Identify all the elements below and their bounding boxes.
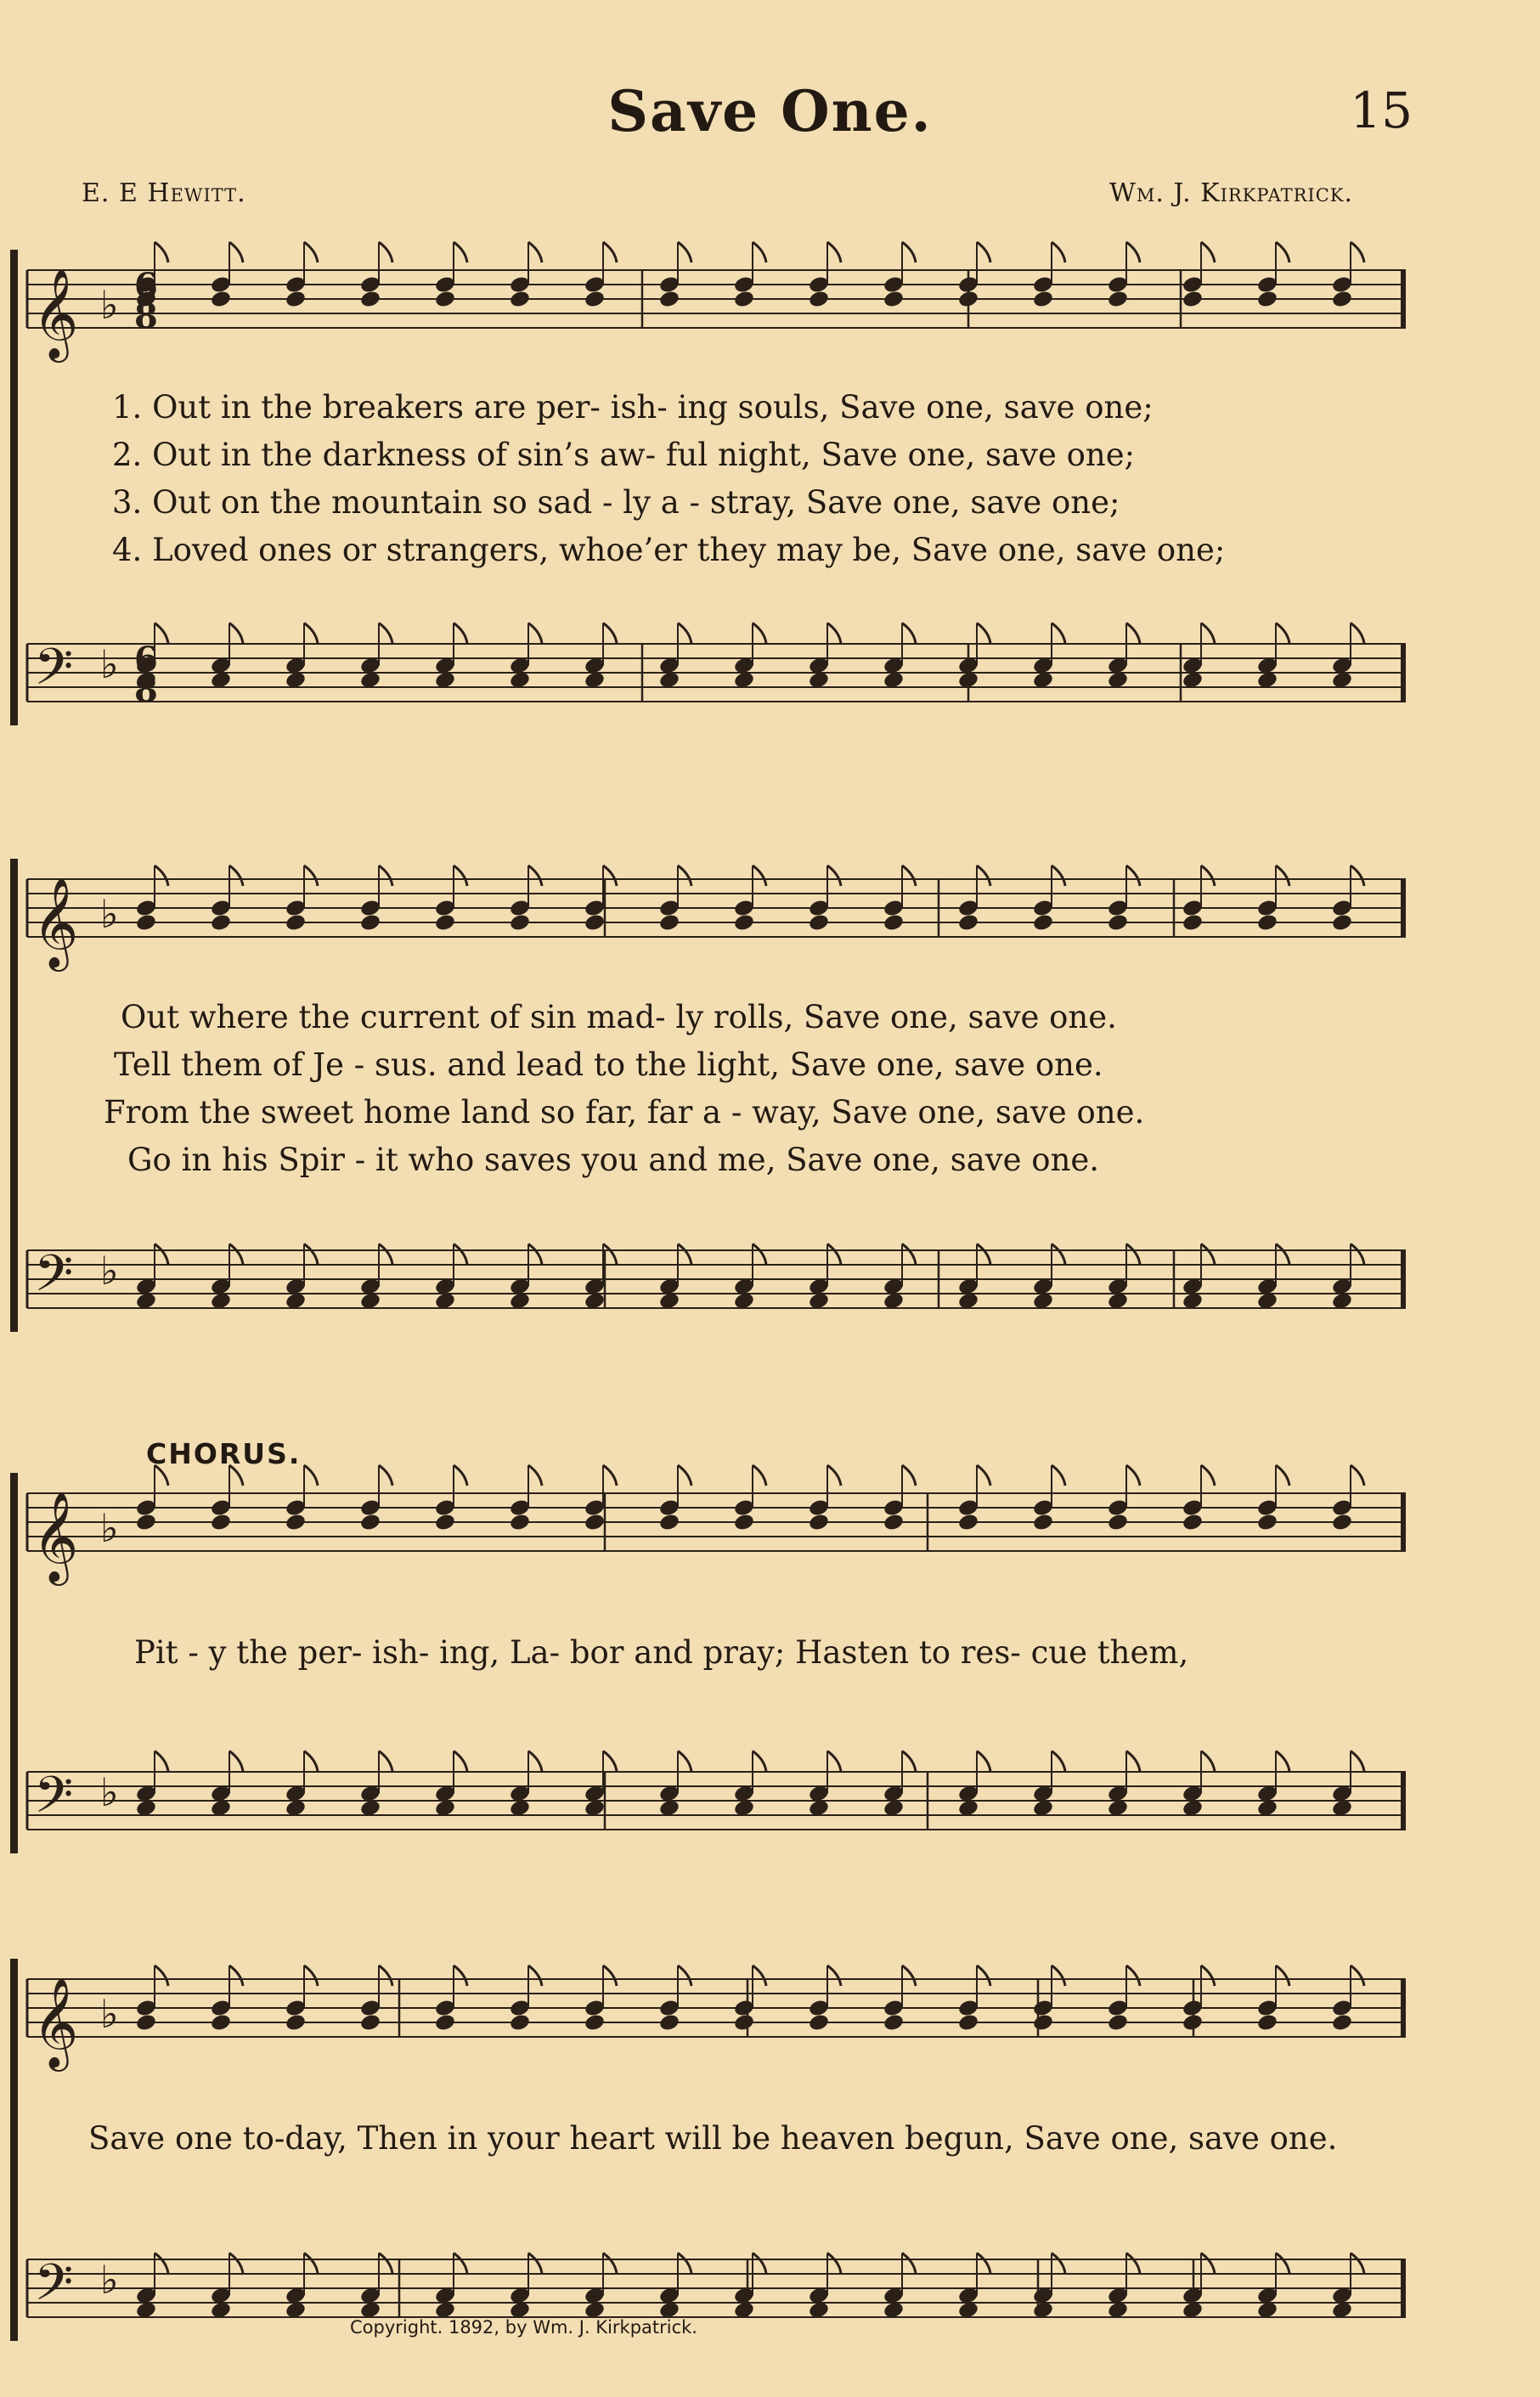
treble-clef: 𝄞 <box>32 1491 79 1582</box>
note-flag <box>229 1966 243 1986</box>
note-flag <box>1126 242 1140 262</box>
note-flag <box>1201 623 1215 644</box>
note-head <box>584 2013 606 2033</box>
note-flag <box>827 242 841 262</box>
time-signature-bottom: 8 <box>134 670 158 710</box>
note-flag <box>603 1966 617 1986</box>
note-flag <box>304 1465 318 1486</box>
note-flag <box>1201 1966 1215 1986</box>
note-head <box>285 1513 307 1532</box>
system-bracket <box>10 859 18 1332</box>
note-head <box>1331 1513 1353 1532</box>
note-head <box>359 290 381 309</box>
note-head <box>808 913 830 933</box>
note-flag <box>528 1465 542 1486</box>
note-head <box>359 913 381 933</box>
note-head <box>509 290 531 309</box>
note-head <box>1182 290 1204 309</box>
note-flag <box>1276 2253 1289 2274</box>
note-flag <box>229 242 243 262</box>
note-head <box>359 1513 381 1532</box>
note-flag <box>753 623 766 644</box>
final-barline <box>1401 2259 1406 2317</box>
note-flag <box>753 1751 766 1772</box>
note-flag <box>603 1751 617 1772</box>
treble-clef: 𝄞 <box>32 1977 79 2067</box>
note-head <box>210 290 232 309</box>
note-head <box>509 913 531 933</box>
note-head <box>808 290 830 309</box>
note-flag <box>1126 1465 1140 1486</box>
note-flag <box>1201 2253 1215 2274</box>
note-head <box>1107 2013 1129 2033</box>
note-flag <box>1351 1465 1364 1486</box>
note-head <box>584 1513 606 1532</box>
page-number: 15 <box>1350 82 1413 139</box>
flat-key-signature: ♭ <box>100 1991 119 2037</box>
note-head <box>1107 1513 1129 1532</box>
note-flag <box>229 1751 243 1772</box>
note-flag <box>678 1465 691 1486</box>
note-head <box>135 1513 157 1532</box>
note-flag <box>379 242 392 262</box>
note-flag <box>528 1966 542 1986</box>
note-flag <box>528 1751 542 1772</box>
flat-key-signature: ♭ <box>100 1248 119 1294</box>
note-flag <box>1052 866 1065 886</box>
note-flag <box>1351 1244 1364 1265</box>
note-head <box>1256 290 1278 309</box>
note-flag <box>229 2253 243 2274</box>
note-flag <box>1276 866 1289 886</box>
note-flag <box>528 1244 542 1265</box>
note-flag <box>902 866 916 886</box>
note-head <box>1107 913 1129 933</box>
flat-key-signature: ♭ <box>100 641 119 687</box>
note-flag <box>1276 1465 1289 1486</box>
note-flag <box>304 1751 318 1772</box>
note-flag <box>977 1465 990 1486</box>
note-flag <box>1351 623 1364 644</box>
bass-clef: 𝄢 <box>34 637 74 708</box>
note-flag <box>977 1244 990 1265</box>
note-head <box>210 2013 232 2033</box>
note-flag <box>379 2253 392 2274</box>
note-flag <box>304 1244 318 1265</box>
note-flag <box>304 2253 318 2274</box>
note-head <box>733 913 755 933</box>
note-flag <box>753 2253 766 2274</box>
chorus-line-1: Pit - y the per- ish- ing, La- bor and pray; Hasten to res- cue them, <box>134 1634 1189 1671</box>
note-flag <box>454 1465 467 1486</box>
note-head <box>509 1513 531 1532</box>
note-flag <box>603 2253 617 2274</box>
note-flag <box>753 866 766 886</box>
note-flag <box>1276 242 1289 262</box>
note-flag <box>753 1465 766 1486</box>
note-head <box>135 2013 157 2033</box>
note-flag <box>1351 2253 1364 2274</box>
verse-4-line-2: Go in his Spir - it who saves you and me, Save one, save one. <box>127 1142 1100 1178</box>
note-flag <box>827 1244 841 1265</box>
note-head <box>733 290 755 309</box>
note-flag <box>454 242 467 262</box>
note-flag <box>379 1244 392 1265</box>
note-flag <box>977 866 990 886</box>
verse-1-line-1: 1. Out in the breakers are per- ish- ing souls, Save one, save one; <box>112 389 1154 426</box>
note-flag <box>678 1751 691 1772</box>
note-head <box>883 1513 905 1532</box>
treble-clef: 𝄞 <box>32 268 79 358</box>
note-flag <box>1201 1465 1215 1486</box>
note-head <box>658 2013 680 2033</box>
note-flag <box>379 1966 392 1986</box>
note-flag <box>229 1244 243 1265</box>
note-head <box>1331 2013 1353 2033</box>
note-head <box>957 913 979 933</box>
note-head <box>957 2013 979 2033</box>
note-flag <box>678 2253 691 2274</box>
note-head <box>1032 2013 1054 2033</box>
verse-2-line-1: 2. Out in the darkness of sin’s aw- ful night, Save one, save one; <box>112 437 1136 473</box>
note-flag <box>977 2253 990 2274</box>
verse-3-line-2: From the sweet home land so far, far a - way, Save one, save one. <box>104 1094 1145 1131</box>
time-signature-top: 6 <box>134 266 158 306</box>
time-signature-bottom: 8 <box>134 296 158 336</box>
note-head <box>434 1513 456 1532</box>
verse-1-line-2: Out where the current of sin mad- ly rolls, Save one, save one. <box>121 999 1117 1035</box>
final-barline <box>1401 1979 1406 2037</box>
verse-4-line-1: 4. Loved ones or strangers, whoe’er they may be, Save one, save one; <box>112 532 1226 568</box>
note-head <box>509 2013 531 2033</box>
note-flag <box>902 1966 916 1986</box>
note-head <box>1331 913 1353 933</box>
note-flag <box>1052 242 1065 262</box>
note-flag <box>454 866 467 886</box>
note-flag <box>827 2253 841 2274</box>
note-flag <box>1126 1751 1140 1772</box>
note-flag <box>902 1244 916 1265</box>
note-flag <box>528 866 542 886</box>
note-head <box>584 290 606 309</box>
note-head <box>957 290 979 309</box>
note-head <box>808 2013 830 2033</box>
chorus-line-2: Save one to-day, Then in your heart will be heaven begun, Save one, save one. <box>88 2120 1338 2157</box>
note-head <box>1182 913 1204 933</box>
note-flag <box>155 1966 168 1986</box>
note-flag <box>528 623 542 644</box>
note-flag <box>1126 1966 1140 1986</box>
note-head <box>1182 1513 1204 1532</box>
note-head <box>1331 290 1353 309</box>
flat-key-signature: ♭ <box>100 2257 119 2303</box>
note-flag <box>1351 1966 1364 1986</box>
note-flag <box>454 623 467 644</box>
note-flag <box>827 1966 841 1986</box>
note-flag <box>1201 242 1215 262</box>
final-barline <box>1401 270 1406 328</box>
note-head <box>1182 2013 1204 2033</box>
note-flag <box>1052 623 1065 644</box>
note-head <box>1032 290 1054 309</box>
note-flag <box>1276 1751 1289 1772</box>
note-head <box>658 1513 680 1532</box>
note-head <box>658 913 680 933</box>
note-flag <box>1126 866 1140 886</box>
note-flag <box>977 242 990 262</box>
note-flag <box>454 1751 467 1772</box>
final-barline <box>1401 1250 1406 1308</box>
note-flag <box>1052 1751 1065 1772</box>
note-flag <box>155 866 168 886</box>
note-flag <box>1351 866 1364 886</box>
note-head <box>883 2013 905 2033</box>
note-flag <box>827 866 841 886</box>
note-head <box>285 290 307 309</box>
note-flag <box>155 242 168 262</box>
note-flag <box>379 866 392 886</box>
time-signature-top: 6 <box>134 640 158 680</box>
treble-clef: 𝄞 <box>32 877 79 967</box>
note-head <box>434 290 456 309</box>
note-flag <box>1052 1465 1065 1486</box>
note-flag <box>678 1244 691 1265</box>
note-head <box>883 913 905 933</box>
copyright-notice: Copyright. 1892, by Wm. J. Kirkpatrick. <box>350 2317 697 2338</box>
note-flag <box>454 2253 467 2274</box>
note-flag <box>379 1465 392 1486</box>
note-head <box>733 2013 755 2033</box>
note-flag <box>603 623 617 644</box>
system-bracket <box>10 1959 18 2341</box>
note-flag <box>304 623 318 644</box>
system-bracket <box>10 250 18 725</box>
note-flag <box>753 1966 766 1986</box>
final-barline <box>1401 644 1406 702</box>
note-head <box>1032 913 1054 933</box>
note-head <box>1107 290 1129 309</box>
note-head <box>359 2013 381 2033</box>
note-head <box>210 913 232 933</box>
note-flag <box>902 2253 916 2274</box>
note-head <box>1256 2013 1278 2033</box>
note-head <box>434 913 456 933</box>
note-flag <box>678 623 691 644</box>
note-flag <box>678 866 691 886</box>
note-head <box>1032 1513 1054 1532</box>
chorus-label: CHORUS. <box>146 1437 302 1470</box>
note-flag <box>155 1751 168 1772</box>
note-flag <box>902 623 916 644</box>
composer-credit: Wm. J. Kirkpatrick. <box>1108 178 1353 208</box>
note-flag <box>454 1244 467 1265</box>
note-flag <box>977 1966 990 1986</box>
flat-key-signature: ♭ <box>100 282 119 328</box>
note-flag <box>304 866 318 886</box>
note-flag <box>977 1751 990 1772</box>
note-flag <box>902 242 916 262</box>
note-flag <box>1201 1244 1215 1265</box>
note-head <box>434 2013 456 2033</box>
note-flag <box>1126 2253 1140 2274</box>
hymn-title: Save One. <box>607 78 933 144</box>
note-flag <box>827 1751 841 1772</box>
note-flag <box>454 1966 467 1986</box>
note-head <box>808 1513 830 1532</box>
note-head <box>733 1513 755 1532</box>
note-flag <box>753 242 766 262</box>
note-flag <box>1126 623 1140 644</box>
note-flag <box>528 242 542 262</box>
note-flag <box>603 242 617 262</box>
bass-clef: 𝄢 <box>34 1765 74 1836</box>
note-head <box>135 913 157 933</box>
note-flag <box>1201 1751 1215 1772</box>
verse-2-line-2: Tell them of Je - sus. and lead to the light, Save one, save one. <box>114 1046 1103 1083</box>
note-flag <box>977 623 990 644</box>
flat-key-signature: ♭ <box>100 1769 119 1815</box>
note-flag <box>1201 866 1215 886</box>
note-flag <box>1276 1244 1289 1265</box>
note-flag <box>379 623 392 644</box>
note-flag <box>902 1751 916 1772</box>
note-flag <box>827 623 841 644</box>
note-flag <box>304 242 318 262</box>
note-flag <box>379 1751 392 1772</box>
note-flag <box>603 1465 617 1486</box>
note-flag <box>1052 1966 1065 1986</box>
flat-key-signature: ♭ <box>100 891 119 937</box>
note-flag <box>155 1244 168 1265</box>
note-flag <box>1126 1244 1140 1265</box>
note-flag <box>1351 1751 1364 1772</box>
note-flag <box>1052 1244 1065 1265</box>
note-flag <box>528 2253 542 2274</box>
note-head <box>584 913 606 933</box>
note-head <box>285 913 307 933</box>
note-head <box>1256 913 1278 933</box>
note-flag <box>678 242 691 262</box>
note-flag <box>1052 2253 1065 2274</box>
note-flag <box>229 866 243 886</box>
note-head <box>210 1513 232 1532</box>
note-flag <box>1351 242 1364 262</box>
bass-clef: 𝄢 <box>34 2253 74 2324</box>
final-barline <box>1401 879 1406 937</box>
note-flag <box>902 1465 916 1486</box>
verse-3-line-1: 3. Out on the mountain so sad - ly a - stray, Save one, save one; <box>112 484 1120 521</box>
note-flag <box>229 623 243 644</box>
note-flag <box>155 2253 168 2274</box>
note-flag <box>1276 623 1289 644</box>
note-head <box>883 290 905 309</box>
note-flag <box>753 1244 766 1265</box>
note-flag <box>304 1966 318 1986</box>
final-barline <box>1401 1772 1406 1830</box>
system-bracket <box>10 1473 18 1853</box>
note-flag <box>827 1465 841 1486</box>
note-flag <box>678 1966 691 1986</box>
flat-key-signature: ♭ <box>100 1505 119 1551</box>
note-head <box>1256 1513 1278 1532</box>
bass-clef: 𝄢 <box>34 1244 74 1315</box>
note-head <box>658 290 680 309</box>
note-flag <box>1276 1966 1289 1986</box>
note-head <box>957 1513 979 1532</box>
lyricist-credit: E. E Hewitt. <box>82 178 246 208</box>
note-head <box>285 2013 307 2033</box>
final-barline <box>1401 1493 1406 1551</box>
